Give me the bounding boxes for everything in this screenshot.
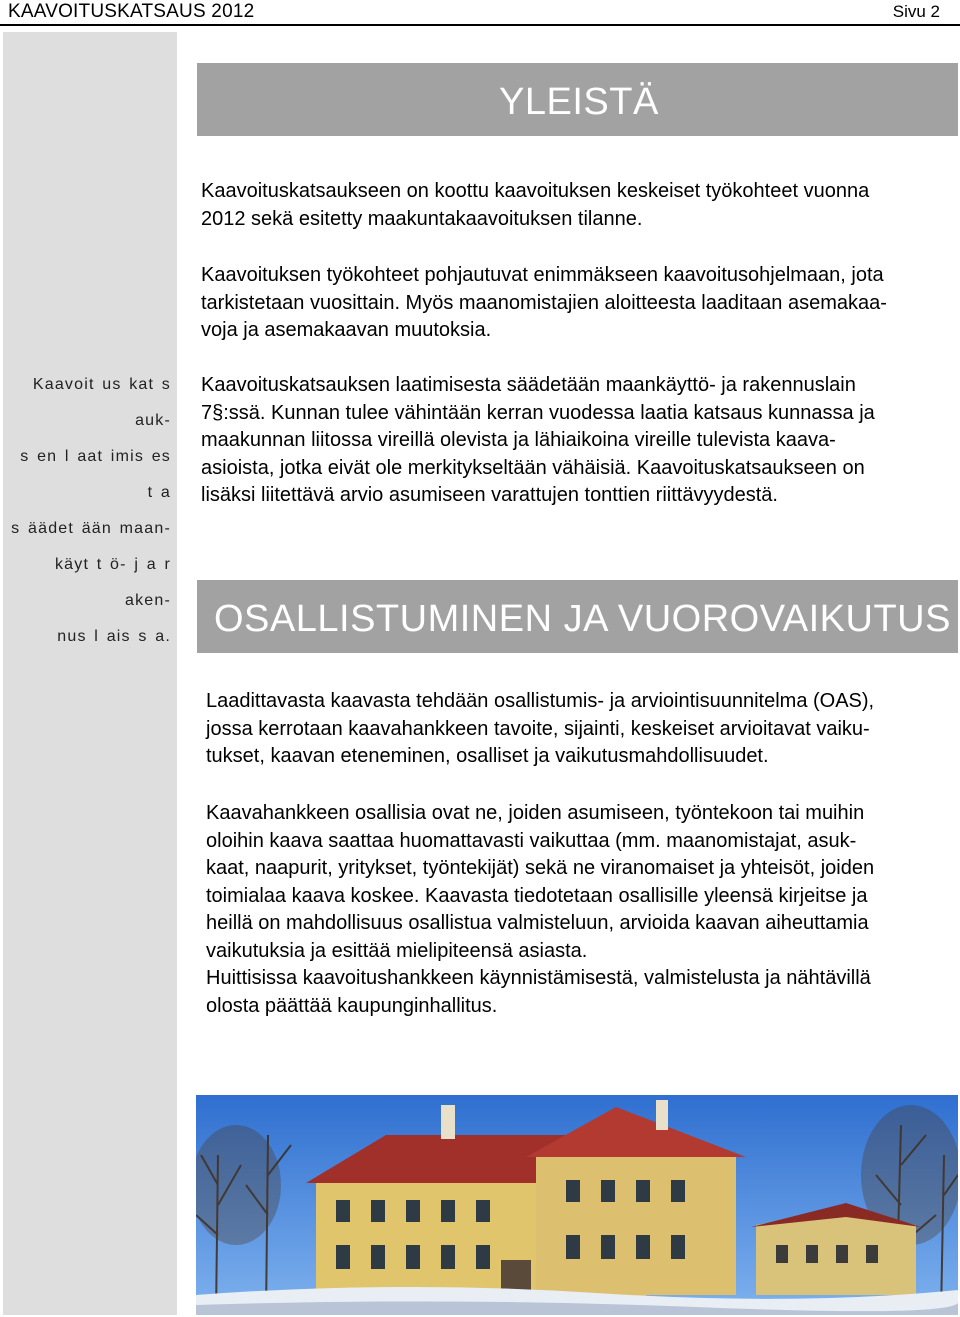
sidebar-line: Kaavoit us kat s auk- (32, 376, 171, 429)
text-line: jossa kerrotaan kaavahankkeen tavoite, sijainti, keskeiset arvioitavat vaiku- (206, 717, 870, 740)
text-line: maakunnan liitossa vireillä olevista ja lähiaikoina vireille tulevista kaava- (201, 429, 836, 451)
text-line: 2012 sekä esitetty maakuntakaavoituksen tilanne. (201, 207, 643, 230)
text-line: kaat, naapurit, yritykset, työntekijät) sekä ne viranomaiset ja yhteisöt, joiden (206, 857, 875, 879)
paragraph-intro (201, 178, 956, 233)
paragraph-work-items (201, 262, 956, 345)
text-line: Kaavoituskatsaukseen on koottu kaavoituksen keskeiset työkohteet vuonna (201, 180, 870, 202)
text-line: vaikutuksia ja esittää mielipiteensä asiasta. (206, 939, 588, 962)
sidebar-line: nus l ais s a. (57, 628, 171, 645)
text-line: Kaavoituskatsauksen laatimisesta säädetään maankäyttö- ja rakennuslain (201, 374, 856, 396)
sidebar-line: s äädet ään maan- (11, 520, 171, 537)
paragraph-stakeholders (206, 800, 951, 1020)
text-line: oloihin kaava saattaa huomattavasti vaikuttaa (mm. maanomistajat, asuk- (206, 829, 857, 852)
paragraph-legal-basis (201, 372, 956, 510)
document-title: KAAVOITUSKATSAUS 2012 (8, 1, 255, 22)
text-line: olosta päättää kaupunginhallitus. (206, 994, 498, 1017)
text-line: Kaavoituksen työkohteet pohjautuvat enimmäkseen kaavoitusohjelmaan, jota (201, 264, 884, 286)
header-rule (0, 24, 960, 26)
section-title-yleista: YLEISTÄ (499, 81, 659, 123)
text-line: Laadittavasta kaavasta tehdään osallistumis- ja arviointisuunnitelma (OAS), (206, 690, 875, 712)
sidebar (3, 32, 177, 1315)
section-title-osallistuminen: OSALLISTUMINEN JA VUOROVAIKUTUS (214, 598, 951, 640)
text-line: Kaavahankkeen osallisia ovat ne, joiden asumiseen, työntekoon tai muihin (206, 802, 865, 824)
section-heading-band-yleista (197, 63, 958, 136)
text-line: heillä on mahdollisuus osallistua valmisteluun, arvioida kaavan aiheuttamia (206, 912, 869, 934)
sidebar-line: s en l aat imis es t a (20, 448, 171, 501)
text-line: toimialaa kaava koskee. Kaavasta tiedotetaan osallisille yleensä kirjeitse ja (206, 884, 868, 907)
page-header (0, 0, 960, 26)
paragraph-oas (206, 688, 951, 771)
section-heading-band-osallistuminen (197, 580, 958, 653)
text-line: 7§:ssä. Kunnan tulee vähintään kerran vuodessa laatia katsaus kunnassa ja (201, 401, 875, 424)
page-number: Sivu 2 (892, 2, 940, 21)
text-line: Huittisissa kaavoitushankkeen käynnistämisestä, valmistelusta ja nähtävillä (206, 967, 871, 989)
text-line: lisäksi liitettävä arvio asumiseen varattujen tonttien riittävyydestä. (201, 484, 778, 506)
sidebar-line: käyt t ö- j a r aken- (54, 556, 171, 609)
sidebar-note (9, 367, 171, 655)
text-line: tukset, kaavan eteneminen, osalliset ja vaikutusmahdollisuudet. (206, 745, 769, 767)
text-line: tarkistetaan vuosittain. Myös maanomistajien aloitteesta laaditaan asemakaa- (201, 291, 887, 314)
text-line: asioista, jotka eivät ole merkitykseltään vähäisiä. Kaavoituskatsaukseen on (201, 456, 865, 479)
building-photo (196, 1095, 958, 1315)
text-line: voja ja asemakaavan muutoksia. (201, 319, 492, 341)
